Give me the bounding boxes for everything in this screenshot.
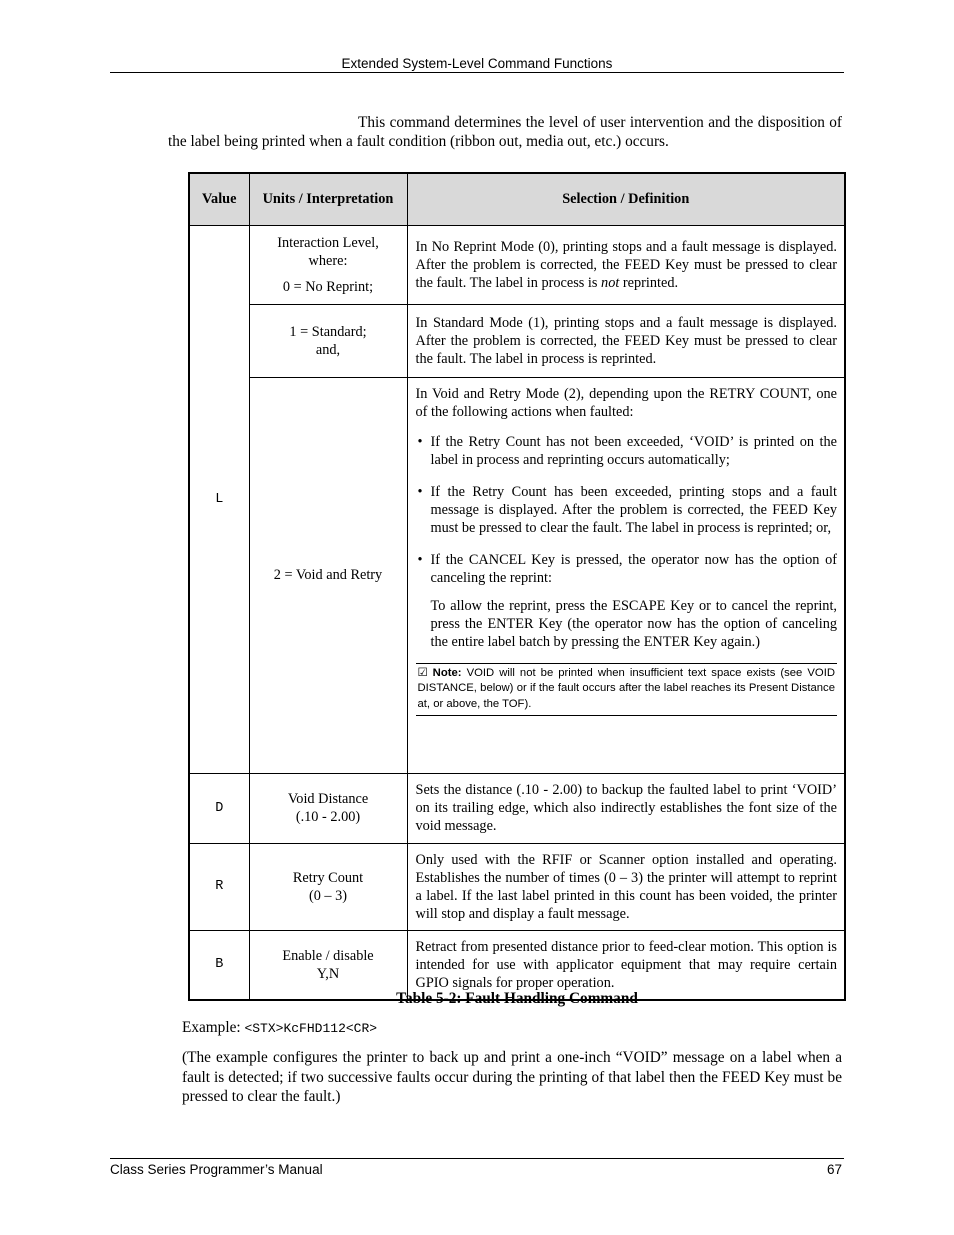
units-line: where: — [308, 252, 348, 269]
footer-manual-title: Class Series Programmer’s Manual — [110, 1162, 323, 1177]
table-row — [189, 304, 845, 377]
units-line: 1 = Standard; — [289, 323, 367, 340]
units-line: Interaction Level, — [277, 234, 379, 251]
checkbox-icon: ☑ — [417, 666, 428, 679]
units-line: Enable / disable — [282, 947, 374, 964]
table-row — [189, 377, 845, 773]
definition-cell — [407, 773, 845, 843]
fault-handling-table — [188, 172, 846, 1001]
units-cell — [249, 225, 407, 304]
col-header-units: Units / Interpretation — [249, 173, 407, 225]
definition-cell — [407, 304, 845, 377]
example-line — [182, 1019, 377, 1037]
value-cell-R: R — [189, 843, 249, 930]
definition-text: In Standard Mode (1), printing stops and a fault message is displayed. After the problem is corrected, the FEED Key must be pressed to clear the fault. The label in process is reprinted. — [415, 314, 837, 367]
table-row — [189, 773, 845, 843]
units-cell — [249, 843, 407, 930]
footer-rule — [110, 1158, 844, 1159]
running-header: Extended System-Level Command Functions — [341, 56, 613, 71]
bullet-list — [416, 433, 838, 587]
units-cell: 2 = Void and Retry — [249, 377, 407, 773]
definition-text: Only used with the RFIF or Scanner option installed and operating. Establishes the number of times (0 – 3) the printer will attempt to reprint a label. If the last label printed in this count has been voided, the printer will stop and display a fault message. — [415, 851, 837, 922]
example-label: Example: — [182, 1019, 245, 1036]
table-row — [189, 225, 845, 304]
note-box — [416, 663, 838, 717]
units-line: (.10 - 2.00) — [295, 809, 361, 825]
definition-text: In No Reprint Mode (0), printing stops and a fault message is displayed. After the problem is corrected, the FEED Key must be pressed to clear the fault. The label in process is — [415, 238, 837, 291]
definition-cell — [407, 225, 845, 304]
units-line: 0 = No Reprint; — [282, 278, 374, 295]
definition-cell — [407, 843, 845, 930]
value-cell-B: B — [189, 930, 249, 1000]
definition-intro: In Void and Retry Mode (2), depending upon the RETRY COUNT, one of the following actions when faulted: — [415, 385, 837, 420]
definition-text: Retract from presented distance prior to feed-clear motion. This option is intended for use with applicator equipment that may require certain GPIO signals for proper operation. — [415, 938, 837, 991]
list-item: • If the CANCEL Key is pressed, the operator now has the option of canceling the reprint: — [416, 551, 838, 587]
definition-text: Sets the distance (.10 - 2.00) to backup the faulted label to print ‘VOID’ on its trailing edge, which also indirectly establishes the font size of the void message. — [415, 782, 837, 834]
units-line: (0 – 3) — [308, 887, 348, 904]
table-header-row — [189, 173, 845, 225]
indented-text: To allow the reprint, press the ESCAPE Key or to cancel the reprint, press the ENTER Key (the operator now has the option of canceling the entire label batch by pressing the ENTER Key again.) — [430, 597, 837, 650]
value-cell-D: D — [189, 773, 249, 843]
table-row — [189, 843, 845, 930]
definition-cell — [407, 377, 845, 773]
header-rule — [110, 72, 844, 73]
example-explanation: (The example configures the printer to back up and print a one-inch “VOID” message on a label when a fault is detected; if two successive faults occur during the printing of that label then the FEED Key must be pressed to clear the fault.) — [182, 1049, 842, 1105]
units-cell — [249, 304, 407, 377]
list-item: • If the Retry Count has not been exceeded, ‘VOID’ is printed on the label in process and reprinting occurs automatically; — [416, 433, 838, 469]
intro-paragraph: This command determines the level of user intervention and the disposition of the label being printed when a fault condition (ribbon out, media out, etc.) occurs. — [168, 114, 842, 150]
note-label: Note: — [432, 666, 462, 679]
units-line: Retry Count — [292, 869, 364, 886]
list-item: • If the Retry Count has been exceeded, printing stops and a fault message is displayed. After the problem is corrected, the FEED Key must be pressed to clear the fault. The label in process is reprinted; or, — [416, 483, 838, 537]
page-number: 67 — [826, 1162, 842, 1177]
definition-text: reprinted. — [619, 274, 679, 291]
col-header-value: Value — [189, 173, 249, 225]
table-caption: Table 5-2: Fault Handling Command — [396, 990, 638, 1007]
col-header-definition: Selection / Definition — [407, 173, 845, 225]
units-line: Void Distance — [287, 791, 369, 807]
units-cell — [249, 773, 407, 843]
definition-emphasis: not — [601, 274, 620, 291]
example-code: <STX>KcFHD112<CR> — [244, 1021, 378, 1036]
value-cell-L: L — [189, 225, 249, 773]
note-text: VOID will not be printed when insufficient text space exists (see VOID DISTANCE, below) or if the fault occurs after the label reaches its Present Distance at, or above, the TOF). — [417, 666, 835, 710]
units-line: and, — [315, 341, 341, 358]
units-line: Y,N — [316, 965, 340, 982]
